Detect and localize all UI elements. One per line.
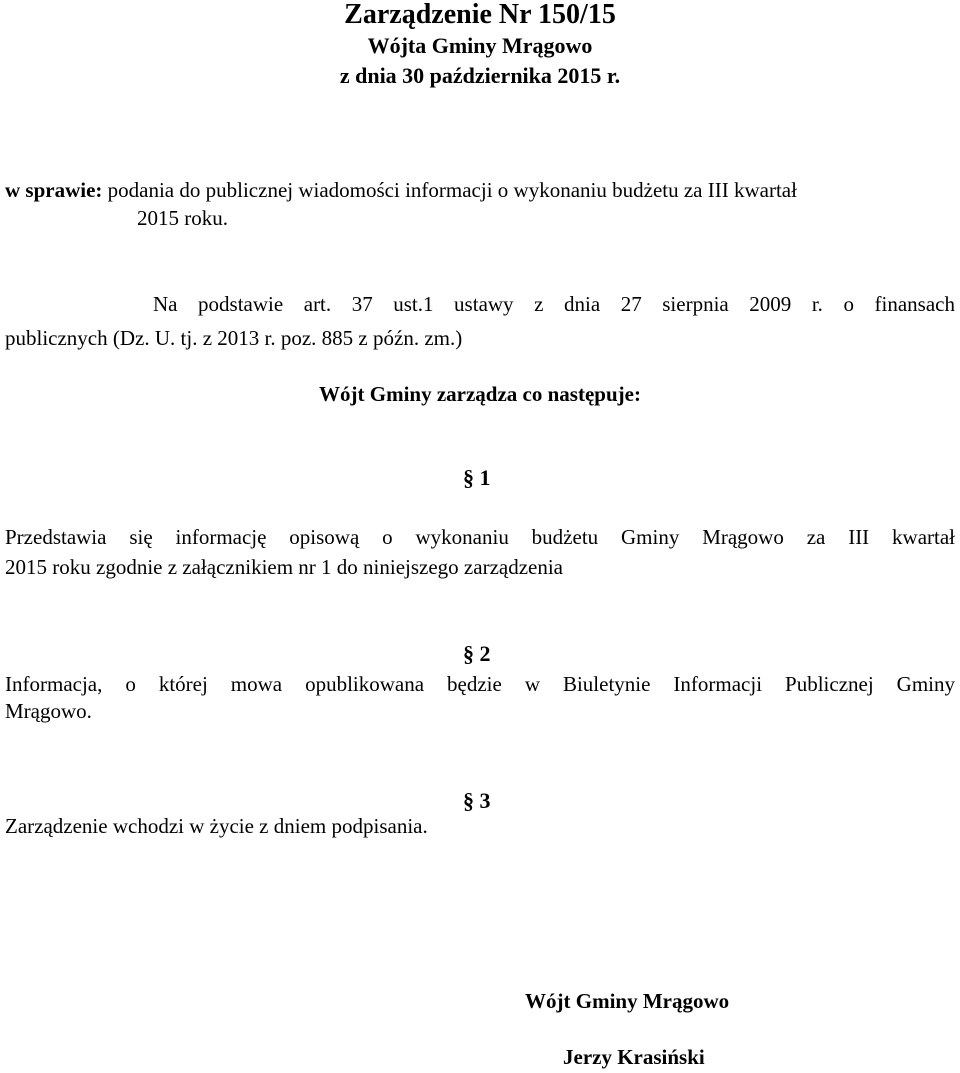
section-3-number: § 3 bbox=[463, 788, 491, 813]
document-issuer: Wójta Gminy Mrągowo bbox=[367, 33, 593, 58]
subject-label: w sprawie: bbox=[5, 178, 103, 202]
decree-intro: Wójt Gminy zarządza co następuje: bbox=[319, 382, 641, 406]
signature-name: Jerzy Krasiński bbox=[563, 1045, 705, 1069]
section-2-line-1: Informacja, o której mowa opublikowana będzie w Biuletynie Informacji Publicznej Gminy bbox=[5, 672, 955, 696]
section-2-number: § 2 bbox=[463, 641, 491, 666]
section-2-line-2: Mrągowo. bbox=[5, 699, 92, 723]
document-date: z dnia 30 października 2015 r. bbox=[339, 63, 621, 88]
document-title: Zarządzenie Nr 150/15 bbox=[344, 0, 616, 30]
subject-line-1 bbox=[5, 177, 797, 204]
section-3-line-1: Zarządzenie wchodzi w życie z dniem podpisania. bbox=[5, 814, 428, 838]
section-1-number: § 1 bbox=[463, 465, 491, 490]
signature-office: Wójt Gminy Mrągowo bbox=[525, 989, 730, 1013]
legal-basis-line-1: Na podstawie art. 37 ust.1 ustawy z dnia 27 sierpnia 2009 r. o finansach bbox=[153, 292, 955, 316]
section-1-line-1: Przedstawia się informację opisową o wykonaniu budżetu Gminy Mrągowo za III kwartał bbox=[5, 525, 955, 549]
subject-line-2: 2015 roku. bbox=[137, 206, 228, 230]
subject-text: podania do publicznej wiadomości informacji o wykonaniu budżetu za III kwartał bbox=[102, 178, 797, 202]
section-1-line-2: 2015 roku zgodnie z załącznikiem nr 1 do niniejszego zarządzenia bbox=[5, 555, 564, 579]
legal-basis-line-2: publicznych (Dz. U. tj. z 2013 r. poz. 885 z późn. zm.) bbox=[5, 326, 463, 350]
